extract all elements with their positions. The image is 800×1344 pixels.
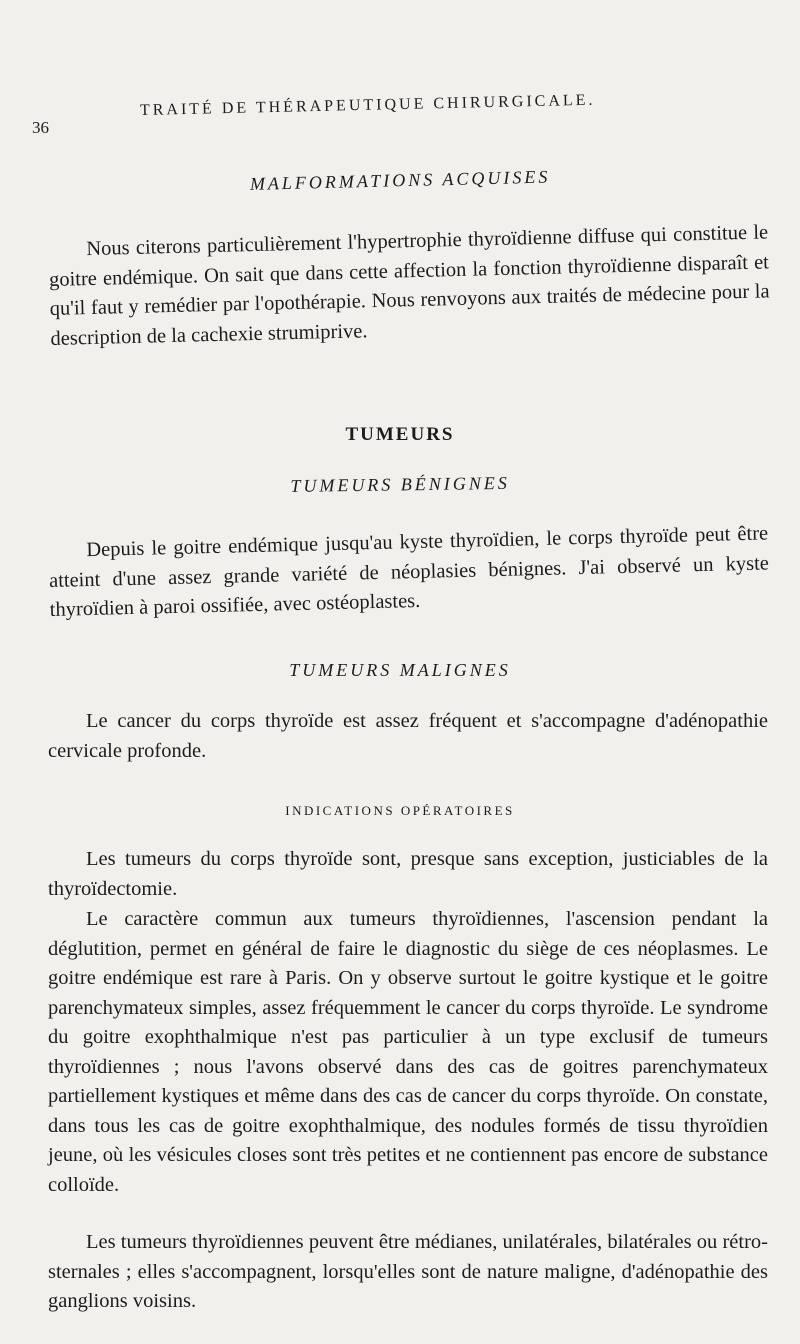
heading-tumeurs-malignes: TUMEURS MALIGNES: [289, 660, 511, 680]
page-header: [0, 91, 800, 137]
paragraph-malformations: Nous citerons particulièrement l'hypertrophie thyroïdienne diffuse qui constitue le goitre endémique. On sait que dans cette affection la fonction thyroïdienne disparaît et qu'il faut y remédier par l'opothérapie. Nous renvoyons aux traités de médecine pour la description de la cachexie strumiprive.: [48, 221, 770, 350]
heading-tumeurs: TUMEURS: [345, 424, 455, 445]
paragraph-indications-3: Les tumeurs thyroïdiennes peuvent être médianes, unilatérales, bilatérales ou rétro-sternales ; elles s'accompagnent, lorsqu'elles sont de nature maligne, d'adénopathie des ganglions voisins.: [48, 1231, 768, 1312]
paragraph-tumeurs-malignes: Le cancer du corps thyroïde est assez fréquent et s'accompagne d'adénopathie cervicale profonde.: [48, 710, 768, 762]
paragraph-indications-2: Le caractère commun aux tumeurs thyroïdiennes, l'ascension pendant la déglutition, permet en général de faire le diagnostic du siège de ces néoplasmes. Le goitre endémique est rare à Paris. On y observe surtout le goitre kystique et le goitre parenchymateux simples, assez fréquemment le cancer du corps thyroïde. Le syndrome du goitre exophthalmique n'est pas particulier à un type exclusif de tumeurs thyroïdiennes ; nous l'avons observé dans des cas de goitres parenchymateux partiellement kystiques et même dans des cas de cancer du corps thyroïde. On constate, dans tous les cas de goitre exophthalmique, des nodules formés de tissu thyroïdien jeune, où les vésicules closes sont très petites et ne contiennent pas encore de substance colloïde.: [48, 908, 768, 1196]
paragraph-tumeurs-benignes: Depuis le goitre endémique jusqu'au kyste thyroïdien, le corps thyroïde peut être atteint d'une assez grande variété de néoplasies bénignes. J'ai observé un kyste thyroïdien à paroi ossifiée, avec ostéoplastes.: [48, 522, 770, 621]
heading-tumeurs-benignes: TUMEURS BÉNIGNES: [290, 472, 510, 496]
running-title: TRAITÉ DE THÉRAPEUTIQUE CHIRURGICALE.: [139, 91, 596, 119]
paragraph-indications-1: Les tumeurs du corps thyroïde sont, presque sans exception, justiciables de la thyroïdectomie.: [48, 848, 768, 900]
heading-indications-operatoires: INDICATIONS OPÉRATOIRES: [285, 803, 515, 818]
page-number: 36: [32, 118, 49, 137]
heading-malformations-acquises: MALFORMATIONS ACQUISES: [249, 166, 551, 194]
